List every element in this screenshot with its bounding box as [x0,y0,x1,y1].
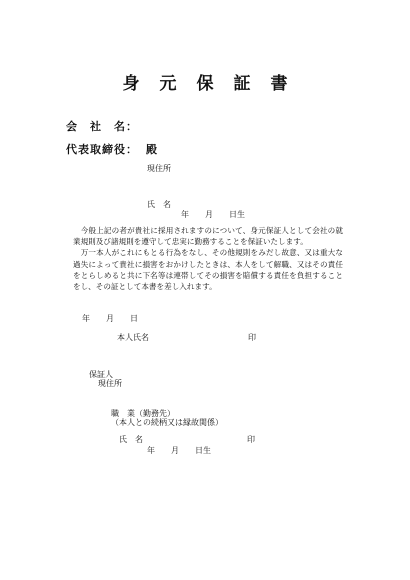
body-paragraph-1: 今般上記の者が貴社に採用されますのについて、身元保証人として会社の就業規則及び諸規則を遵守して忠実に勤務することを保証いたします。 [73,226,343,247]
employee-name-label: 氏 名 [147,200,171,209]
company-name-label: 会 社 名： [66,120,138,133]
guarantor-relation-label: （本人との続柄又は縁故関係） [111,418,223,427]
employee-birthdate-label: 年 月 日生 [181,210,245,219]
representative-label: 代表取締役： [66,143,138,156]
principal-name-label: 本人氏名 [117,333,149,342]
guarantor-occupation-label: 職 業（勤務先） [111,409,175,418]
employee-address-label: 現住所 [147,164,171,173]
body-paragraph-2: 万一本人がこれにもとる行為をなし、その他規則をみだし故意、又は重大な過失によって貴社に損害をおかけしたときは、本人をして解職、又はその責任をとらしめると共に下名等は連帯してその損害を賠償する責任を負担することをし、その証として本書を差し入れます。 [73,248,343,292]
guarantee-body [73,225,343,292]
signing-date: 年 月 日 [82,314,138,323]
guarantor-birthdate-label: 年 月 日生 [147,446,211,455]
representative-suffix: 殿 [146,143,158,156]
guarantor-name-label: 氏 名 [119,435,143,444]
principal-seal: 印 [248,333,256,342]
document-title: 身元保証書 [122,74,308,94]
guarantor-seal: 印 [247,435,255,444]
guarantor-address-label: 現住所 [98,379,122,388]
guarantor-heading: 保証人 [89,370,113,379]
